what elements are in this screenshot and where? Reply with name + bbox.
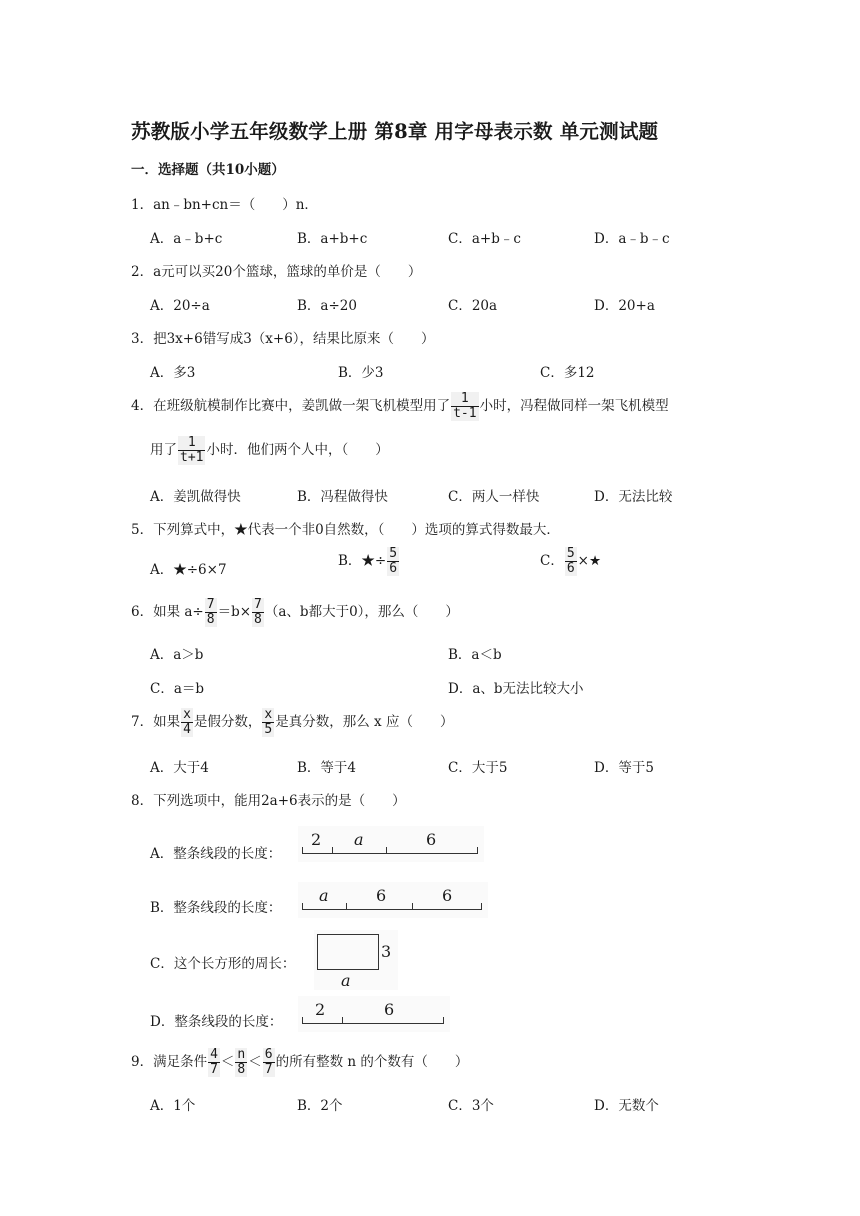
- q6-pre: 6．如果 a÷: [131, 604, 204, 620]
- q6-f1-num: 7: [206, 597, 215, 612]
- q3-option-c[interactable]: C．多12: [540, 365, 595, 381]
- q5-option-c-prefix: C．: [540, 553, 564, 569]
- q8-figure-d-segment: [298, 996, 450, 1032]
- q7-f1-num: x: [183, 707, 191, 722]
- q9-option-c[interactable]: C．3个: [448, 1098, 494, 1114]
- q9-f2-num: n: [237, 1047, 246, 1062]
- q9-f3-den: 7: [264, 1062, 273, 1077]
- q9-fraction-1: [208, 1048, 220, 1077]
- q6-f2-den: 8: [254, 612, 262, 627]
- q9-post: 的所有整数 n 的个数有（ ）: [275, 1054, 469, 1070]
- q5-option-c[interactable]: [540, 547, 601, 576]
- q8-a-label-3: 6: [426, 830, 437, 849]
- question-9: [131, 1048, 468, 1077]
- q2-option-d[interactable]: D．20+a: [594, 298, 655, 314]
- q9-option-b[interactable]: B．2个: [297, 1098, 343, 1114]
- q7-fraction-1: [181, 708, 193, 737]
- q7-fraction-2: [262, 708, 274, 737]
- q6-post: （a、b都大于0），那么（ ）: [264, 604, 459, 620]
- q9-fraction-3: [263, 1048, 275, 1077]
- q5-option-c-fraction: [565, 547, 577, 576]
- q8-a-label-2: a: [354, 830, 364, 849]
- q9-pre: 9．满足条件: [131, 1054, 208, 1070]
- question-8: 8．下列选项中，能用2a+6表示的是（ ）: [131, 793, 406, 809]
- q7-option-d[interactable]: D．等于5: [594, 760, 654, 776]
- q5-b-den: 6: [389, 561, 398, 576]
- q6-option-c[interactable]: C．a＝b: [150, 681, 205, 697]
- q1-option-b[interactable]: B．a+b+c: [297, 231, 368, 247]
- q9-lt-1: ＜: [220, 1054, 235, 1070]
- q8-figure-a-segment: [298, 826, 484, 862]
- q6-fraction-2: [252, 598, 264, 627]
- q5-b-num: 5: [389, 546, 398, 561]
- q4-text-a: 4．在班级航模制作比赛中，姜凯做一架飞机模型用了: [131, 398, 451, 414]
- q3-option-b[interactable]: B．少3: [338, 365, 384, 381]
- q6-f1-den: 8: [206, 612, 215, 627]
- q8-b-label-3: 6: [442, 886, 453, 905]
- page-title: 苏教版小学五年级数学上册 第8章 用字母表示数 单元测试题: [131, 120, 659, 143]
- q4-option-c[interactable]: C．两人一样快: [448, 489, 540, 505]
- q7-post: 是真分数，那么 x 应（ ）: [275, 714, 454, 730]
- q8-c-side-label: 3: [381, 942, 392, 961]
- q7-f1-den: 4: [183, 722, 191, 737]
- q7-f2-num: x: [264, 707, 273, 722]
- q4-fraction-1-num: 1: [460, 391, 469, 406]
- q9-fraction-2: [235, 1048, 247, 1077]
- q8-option-b[interactable]: B．整条线段的长度：: [150, 900, 282, 916]
- question-3: 3．把3x+6错写成3（x+6），结果比原来（ ）: [131, 331, 435, 347]
- q8-c-bottom-label: a: [341, 971, 351, 990]
- q5-c-den: 6: [566, 561, 575, 576]
- q6-mid: ＝b×: [217, 604, 252, 620]
- q5-option-c-suffix: ×★: [577, 553, 602, 569]
- q6-option-a[interactable]: A．a＞b: [150, 647, 204, 663]
- q8-option-d[interactable]: D．整条线段的长度：: [150, 1014, 283, 1030]
- q9-option-d[interactable]: D．无数个: [594, 1098, 659, 1114]
- q3-option-a[interactable]: A．多3: [150, 365, 196, 381]
- q4-text-c: 用了: [150, 442, 177, 458]
- q1-option-a[interactable]: A．a﹣b+c: [150, 231, 223, 247]
- q6-option-d[interactable]: D．a、b无法比较大小: [448, 681, 584, 697]
- q4-option-a[interactable]: A．姜凯做得快: [150, 489, 241, 505]
- q8-option-c[interactable]: C．这个长方形的周长：: [150, 956, 296, 972]
- q6-option-b[interactable]: B．a＜b: [448, 647, 502, 663]
- q9-f2-den: 8: [237, 1062, 246, 1077]
- q4-text-b: 小时，冯程做同样一架飞机模型: [479, 398, 669, 414]
- q4-fraction-2-den: t+1: [180, 450, 204, 465]
- q5-option-b[interactable]: [338, 547, 400, 576]
- q7-mid: 是假分数，: [193, 714, 262, 730]
- q5-option-b-prefix: B．★÷: [338, 553, 387, 569]
- q7-option-a[interactable]: A．大于4: [150, 760, 209, 776]
- q8-d-label-2: 6: [384, 1000, 395, 1019]
- q8-d-label-1: 2: [315, 1000, 326, 1019]
- q9-lt-2: ＜: [248, 1054, 262, 1070]
- section-heading: 一．选择题（共10小题）: [131, 162, 285, 178]
- q4-fraction-1-den: t-1: [453, 406, 477, 421]
- question-6: [131, 598, 459, 627]
- q6-fraction-1: [205, 598, 217, 627]
- q8-figure-c-rectangle: [314, 930, 398, 990]
- q6-f2-num: 7: [254, 597, 262, 612]
- q1-option-c[interactable]: C．a+b﹣c: [448, 231, 521, 247]
- question-1: 1．an﹣bn+cn＝（ ）n．: [131, 197, 318, 213]
- q4-text-d: 小时．他们两个人中，（ ）: [206, 442, 389, 458]
- q4-option-b[interactable]: B．冯程做得快: [297, 489, 388, 505]
- q2-option-b[interactable]: B．a÷20: [297, 298, 357, 314]
- q4-fraction-2: [178, 436, 205, 465]
- q8-a-label-1: 2: [311, 830, 322, 849]
- q7-option-b[interactable]: B．等于4: [297, 760, 357, 776]
- q8-figure-b-segment: [298, 882, 488, 918]
- q7-pre: 7．如果: [131, 714, 181, 730]
- q4-fraction-2-num: 1: [187, 435, 196, 450]
- question-4-line-2: [150, 436, 389, 465]
- q9-f3-num: 6: [264, 1047, 273, 1062]
- question-5: 5．下列算式中，★代表一个非0自然数，（ ）选项的算式得数最大．: [131, 522, 560, 538]
- q2-option-c[interactable]: C．20a: [448, 298, 498, 314]
- q5-option-b-fraction: [387, 547, 399, 576]
- question-2: 2．a元可以买20个篮球，篮球的单价是（ ）: [131, 264, 422, 280]
- q9-f1-den: 7: [210, 1062, 218, 1077]
- q8-b-label-2: 6: [376, 886, 387, 905]
- q4-option-d[interactable]: D．无法比较: [594, 489, 673, 505]
- q4-fraction-1: [451, 392, 478, 421]
- question-7: [131, 708, 453, 737]
- q9-f1-num: 4: [210, 1047, 218, 1062]
- q8-option-a[interactable]: A．整条线段的长度：: [150, 846, 282, 862]
- q7-f2-den: 5: [264, 722, 273, 737]
- q8-b-label-1: a: [319, 886, 329, 905]
- q5-option-a[interactable]: A．★÷6×7: [150, 562, 227, 578]
- q1-option-d[interactable]: D．a﹣b﹣c: [594, 231, 670, 247]
- q7-option-c[interactable]: C．大于5: [448, 760, 508, 776]
- q2-option-a[interactable]: A．20÷a: [150, 298, 210, 314]
- question-4-line-1: [131, 392, 669, 421]
- q5-c-num: 5: [566, 546, 575, 561]
- q9-option-a[interactable]: A．1个: [150, 1098, 196, 1114]
